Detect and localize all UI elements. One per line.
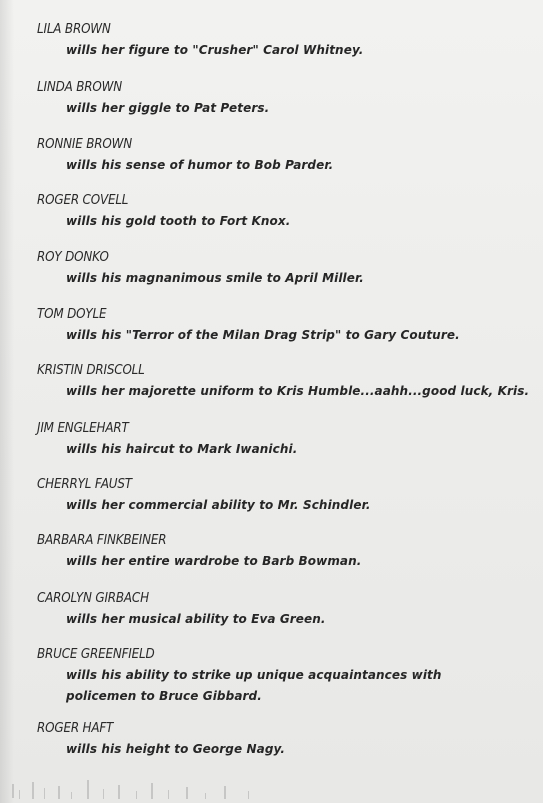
entry-bequest: wills his sense of humor to Bob Parder. (66, 158, 334, 172)
entry-name: RONNIE BROWN (37, 137, 133, 152)
entry-bequest: wills his gold tooth to Fort Knox. (66, 214, 291, 228)
entry-name: TOM DOYLE (37, 307, 107, 322)
entry-bequest: wills her musical ability to Eva Green. (66, 612, 326, 626)
entry-bequest: wills her figure to "Crusher" Carol Whitney. (66, 43, 364, 57)
entry-name: CHERRYL FAUST (37, 477, 132, 492)
entry-bequest: wills her entire wardrobe to Barb Bowman. (66, 554, 362, 568)
entry-name: JIM ENGLEHART (37, 421, 129, 436)
entry-name: CAROLYN GIRBACH (37, 591, 149, 606)
entry-name: KRISTIN DRISCOLL (37, 363, 145, 378)
entry-name: LILA BROWN (37, 22, 111, 37)
entry-bequest: wills his ability to strike up unique acquaintances with (66, 668, 442, 682)
entry-bequest: wills his haircut to Mark Iwanichi. (66, 442, 298, 456)
entry-bequest-continued: policemen to Bruce Gibbard. (66, 689, 262, 703)
entry-name: LINDA BROWN (37, 80, 123, 95)
entry-bequest: wills his "Terror of the Milan Drag Strip" to Gary Couture. (66, 328, 460, 342)
entry-name: ROGER COVELL (37, 193, 129, 208)
entry-name: BARBARA FINKBEINER (37, 533, 167, 548)
entry-bequest: wills his magnanimous smile to April Miller. (66, 271, 364, 285)
entry-bequest: wills her giggle to Pat Peters. (66, 101, 270, 115)
entry-bequest: wills his height to George Nagy. (66, 742, 285, 756)
entry-bequest: wills her majorette uniform to Kris Humble...aahh...good luck, Kris. (66, 384, 530, 398)
entry-bequest: wills her commercial ability to Mr. Schindler. (66, 498, 371, 512)
print-bleed-marks (10, 770, 270, 800)
entry-name: ROY DONKO (37, 250, 109, 265)
entry-name: ROGER HAFT (37, 721, 114, 736)
entry-name: BRUCE GREENFIELD (37, 647, 155, 662)
